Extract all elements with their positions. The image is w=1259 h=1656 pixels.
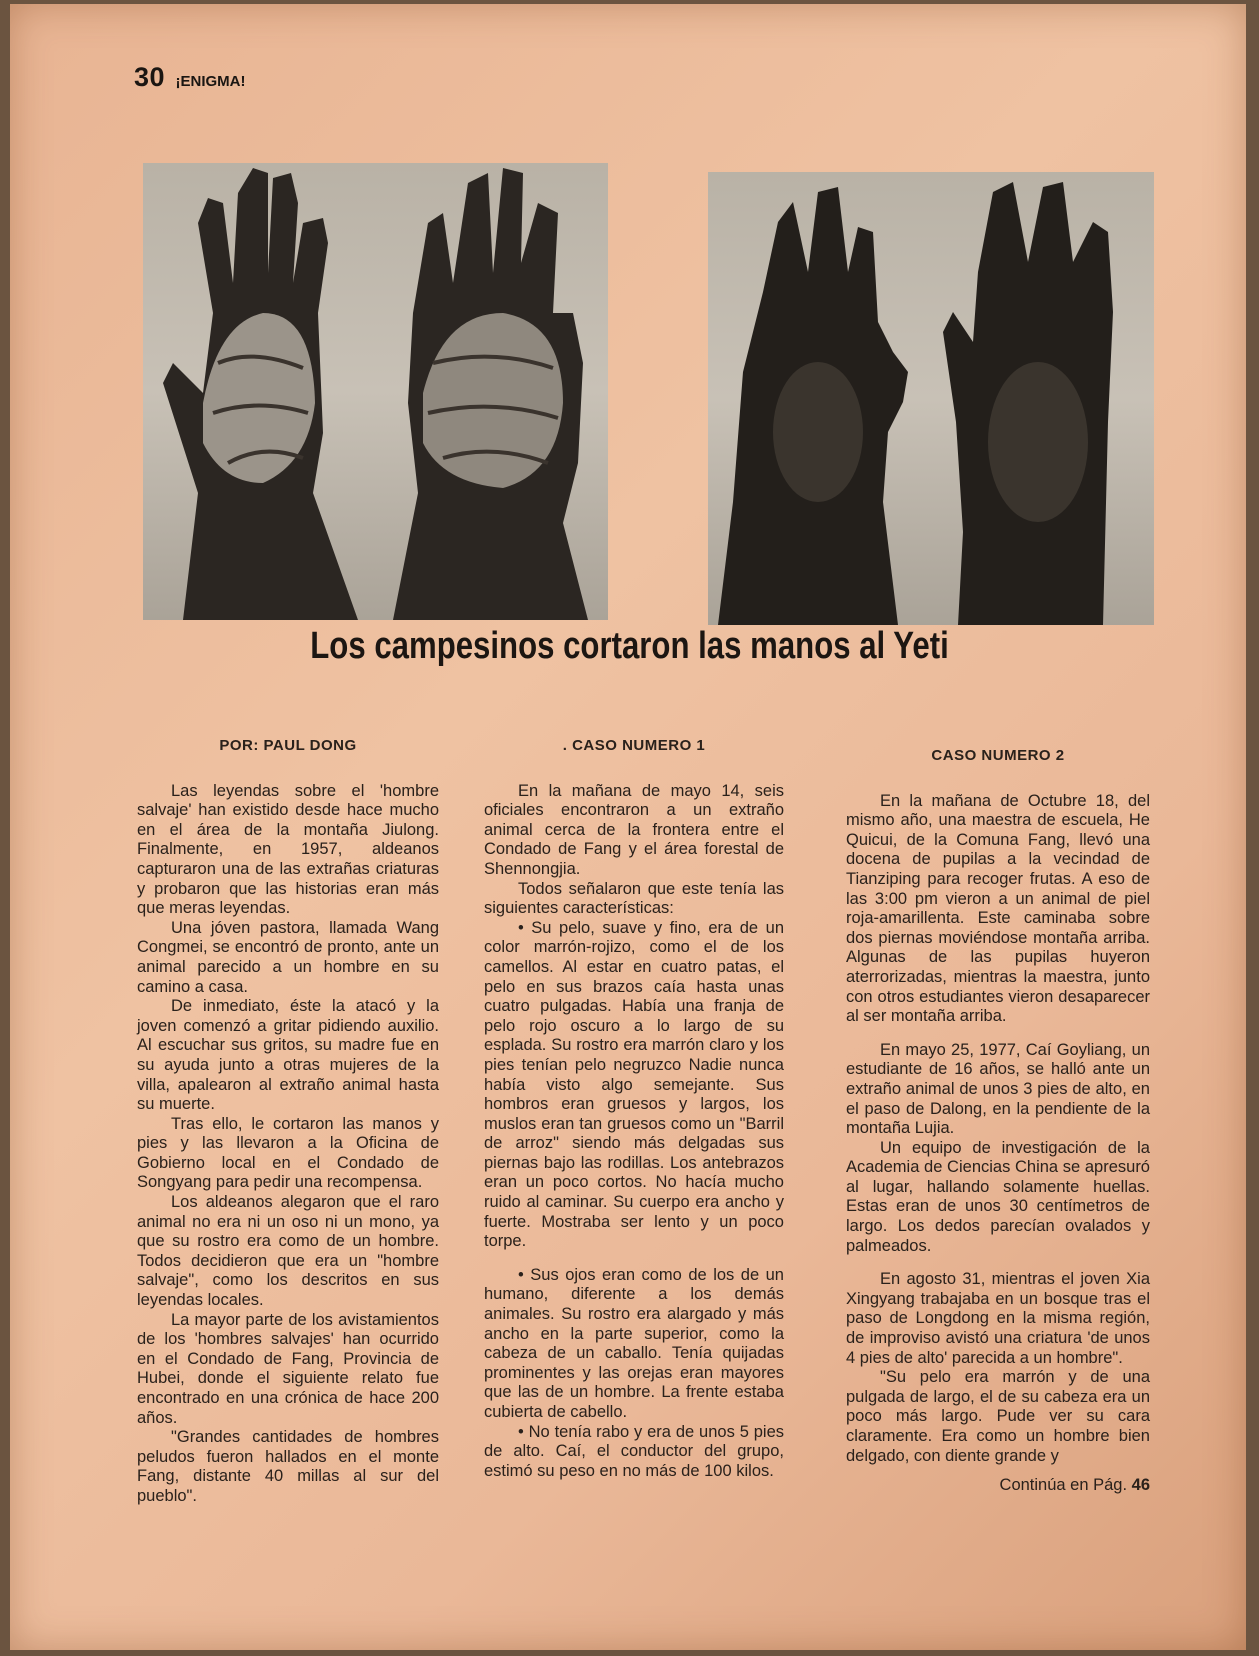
- paragraph: Las leyendas sobre el 'hombre salvaje' han existido desde hace mucho en el área de la montaña Jiulong. Finalmente, en 1957, aldeanos capturaron una de las extrañas criaturas y probaron que las historias eran más que meras leyendas.: [137, 781, 439, 918]
- paragraph: Tras ello, le cortaron las manos y pies y las llevaron a la Oficina de Gobierno local en el Condado de Songyang para pedir una recompensa.: [137, 1114, 439, 1192]
- paragraph: Una jóven pastora, llamada Wang Congmei, se encontró de pronto, ante un animal parecido a un hombre en su camino a casa.: [137, 918, 439, 996]
- paragraph: En la mañana de mayo 14, seis oficiales encontraron a un extraño animal cerca de la frontera entre el Condado de Fang y el área forestal de Shennongjia.: [484, 781, 784, 878]
- paragraph: Todos señalaron que este tenía las siguientes características:: [484, 879, 784, 918]
- paragraph: "Su pelo era marrón y de una pulgada de largo, el de su cabeza era un poco más largo. Pude ver su cara claramente. Era como un hombre bien delgado, con diente grande y: [846, 1368, 1150, 1465]
- article-title: Los campesinos cortaron las manos al Yeti: [310, 625, 949, 667]
- paragraph: De inmediato, éste la atacó y la joven comenzó a gritar pidiendo auxilio. Al escuchar sus gritos, su madre fue en su ayuda junto a otras mujeres de la villa, apalearon al extraño animal hasta su muerte.: [137, 997, 439, 1114]
- page-number: 30: [134, 62, 166, 92]
- bullet-paragraph: • Sus ojos eran como de los de un humano, diferente a los demás animales. Su rostro era alargado y más ancho en la parte superior, como la cabeza de un caballo. Tenía quijadas prominentes y las orejas eran mayores que las de un hombre. La frente estaba cubierta de cabello.: [484, 1265, 784, 1421]
- paragraph: Los aldeanos alegaron que el raro animal no era ni un oso ni un mono, ya que su rostro era como de un hombre. Todos decidieron que era un "hombre salvaje", como los descritos en sus leyendas locales.: [137, 1193, 439, 1310]
- paragraph: "Grandes cantidades de hombres peludos fueron hallados en el monte Fang, distante 40 millas al sur del pueblo".: [137, 1428, 439, 1505]
- byline: POR: PAUL DONG: [219, 737, 357, 754]
- column-2-case-1: [484, 736, 784, 1481]
- paragraph: Un equipo de investigación de la Academia de Ciencias China se apresuró al lugar, hallando solamente huellas. Estas eran de unos 30 centímetros de largo. Los dedos parecían ovalados y palmeados.: [846, 1138, 1150, 1255]
- hands-palms-image: [143, 163, 608, 620]
- photo-hands-backs: [708, 172, 1154, 625]
- paragraph: En la mañana de Octubre 18, del mismo año, una maestra de escuela, He Quicui, de la Comuna Fang, llevó una docena de pupilas a la vecindad de Tianziping para recoger frutas. A eso de las 3:00 pm vieron a un animal de piel roja-amarillenta. Este caminaba sobre dos piernas moviéndose montaña arriba. Algunas de las pupilas huyeron aterrorizadas, mientras la maestra, junto con otros estudiantes vieron desaparecer al ser montaña arriba.: [846, 791, 1150, 1026]
- case-2-heading: CASO NUMERO 2: [931, 747, 1065, 764]
- paragraph: En mayo 25, 1977, Caí Goyliang, un estudiante de 16 años, se halló ante un extraño animal de unos 3 pies de alto, en el paso de Dalong, en la pendiente de la montaña Lujia.: [846, 1040, 1150, 1138]
- continued-text: Continúa en Pág.: [999, 1476, 1128, 1495]
- continued-note: [846, 1476, 1150, 1496]
- paragraph: La mayor parte de los avistamientos de los 'hombres salvajes' han ocurrido en el Condado de Fang, Provincia de Hubei, donde el siguiente relato fue encontrado en una crónica de hace 200 años.: [137, 1310, 439, 1427]
- column-3-case-2: [846, 746, 1150, 1496]
- hands-backs-image: [708, 172, 1154, 625]
- bullet-paragraph: • Su pelo, suave y fino, era de un color marrón-rojizo, como el de los camellos. Al estar en cuatro patas, el pelo en sus brazos caía hasta unas cuatro pulgadas. Había una franja de pelo rojo oscuro a lo largo de su esplada. Su rostro era marrón claro y los pies tenían pelo negruzco Nadie nunca había visto algo semejante. Sus hombros eran gruesos y largos, los muslos eran tan gruesos como un "Barril de arroz" siendo más delgadas sus piernas bajo las rodillas. Los antebrazos eran un poco cortos. No hacía mucho ruido al caminar. Su cuerpo era ancho y fuerte. Mostraba ser lento y un poco torpe.: [484, 918, 784, 1251]
- paragraph: En agosto 31, mientras el joven Xia Xingyang trabajaba en un bosque tras el paso de Longdong en la misma región, de improviso avistó una criatura 'de unos 4 pies de alto' parecida a un hombre".: [846, 1270, 1150, 1367]
- bullet-paragraph: • No tenía rabo y era de unos 5 pies de alto. Caí, el conductor del grupo, estimó su peso en no más de 100 kilos.: [484, 1422, 784, 1480]
- continued-page: 46: [1131, 1476, 1150, 1495]
- column-1: [137, 736, 439, 1507]
- case-1-heading: . CASO NUMERO 1: [562, 737, 706, 754]
- publication-name: ¡ENIGMA!: [175, 73, 246, 90]
- page-header: [134, 62, 246, 93]
- photo-hands-palms: [143, 163, 608, 620]
